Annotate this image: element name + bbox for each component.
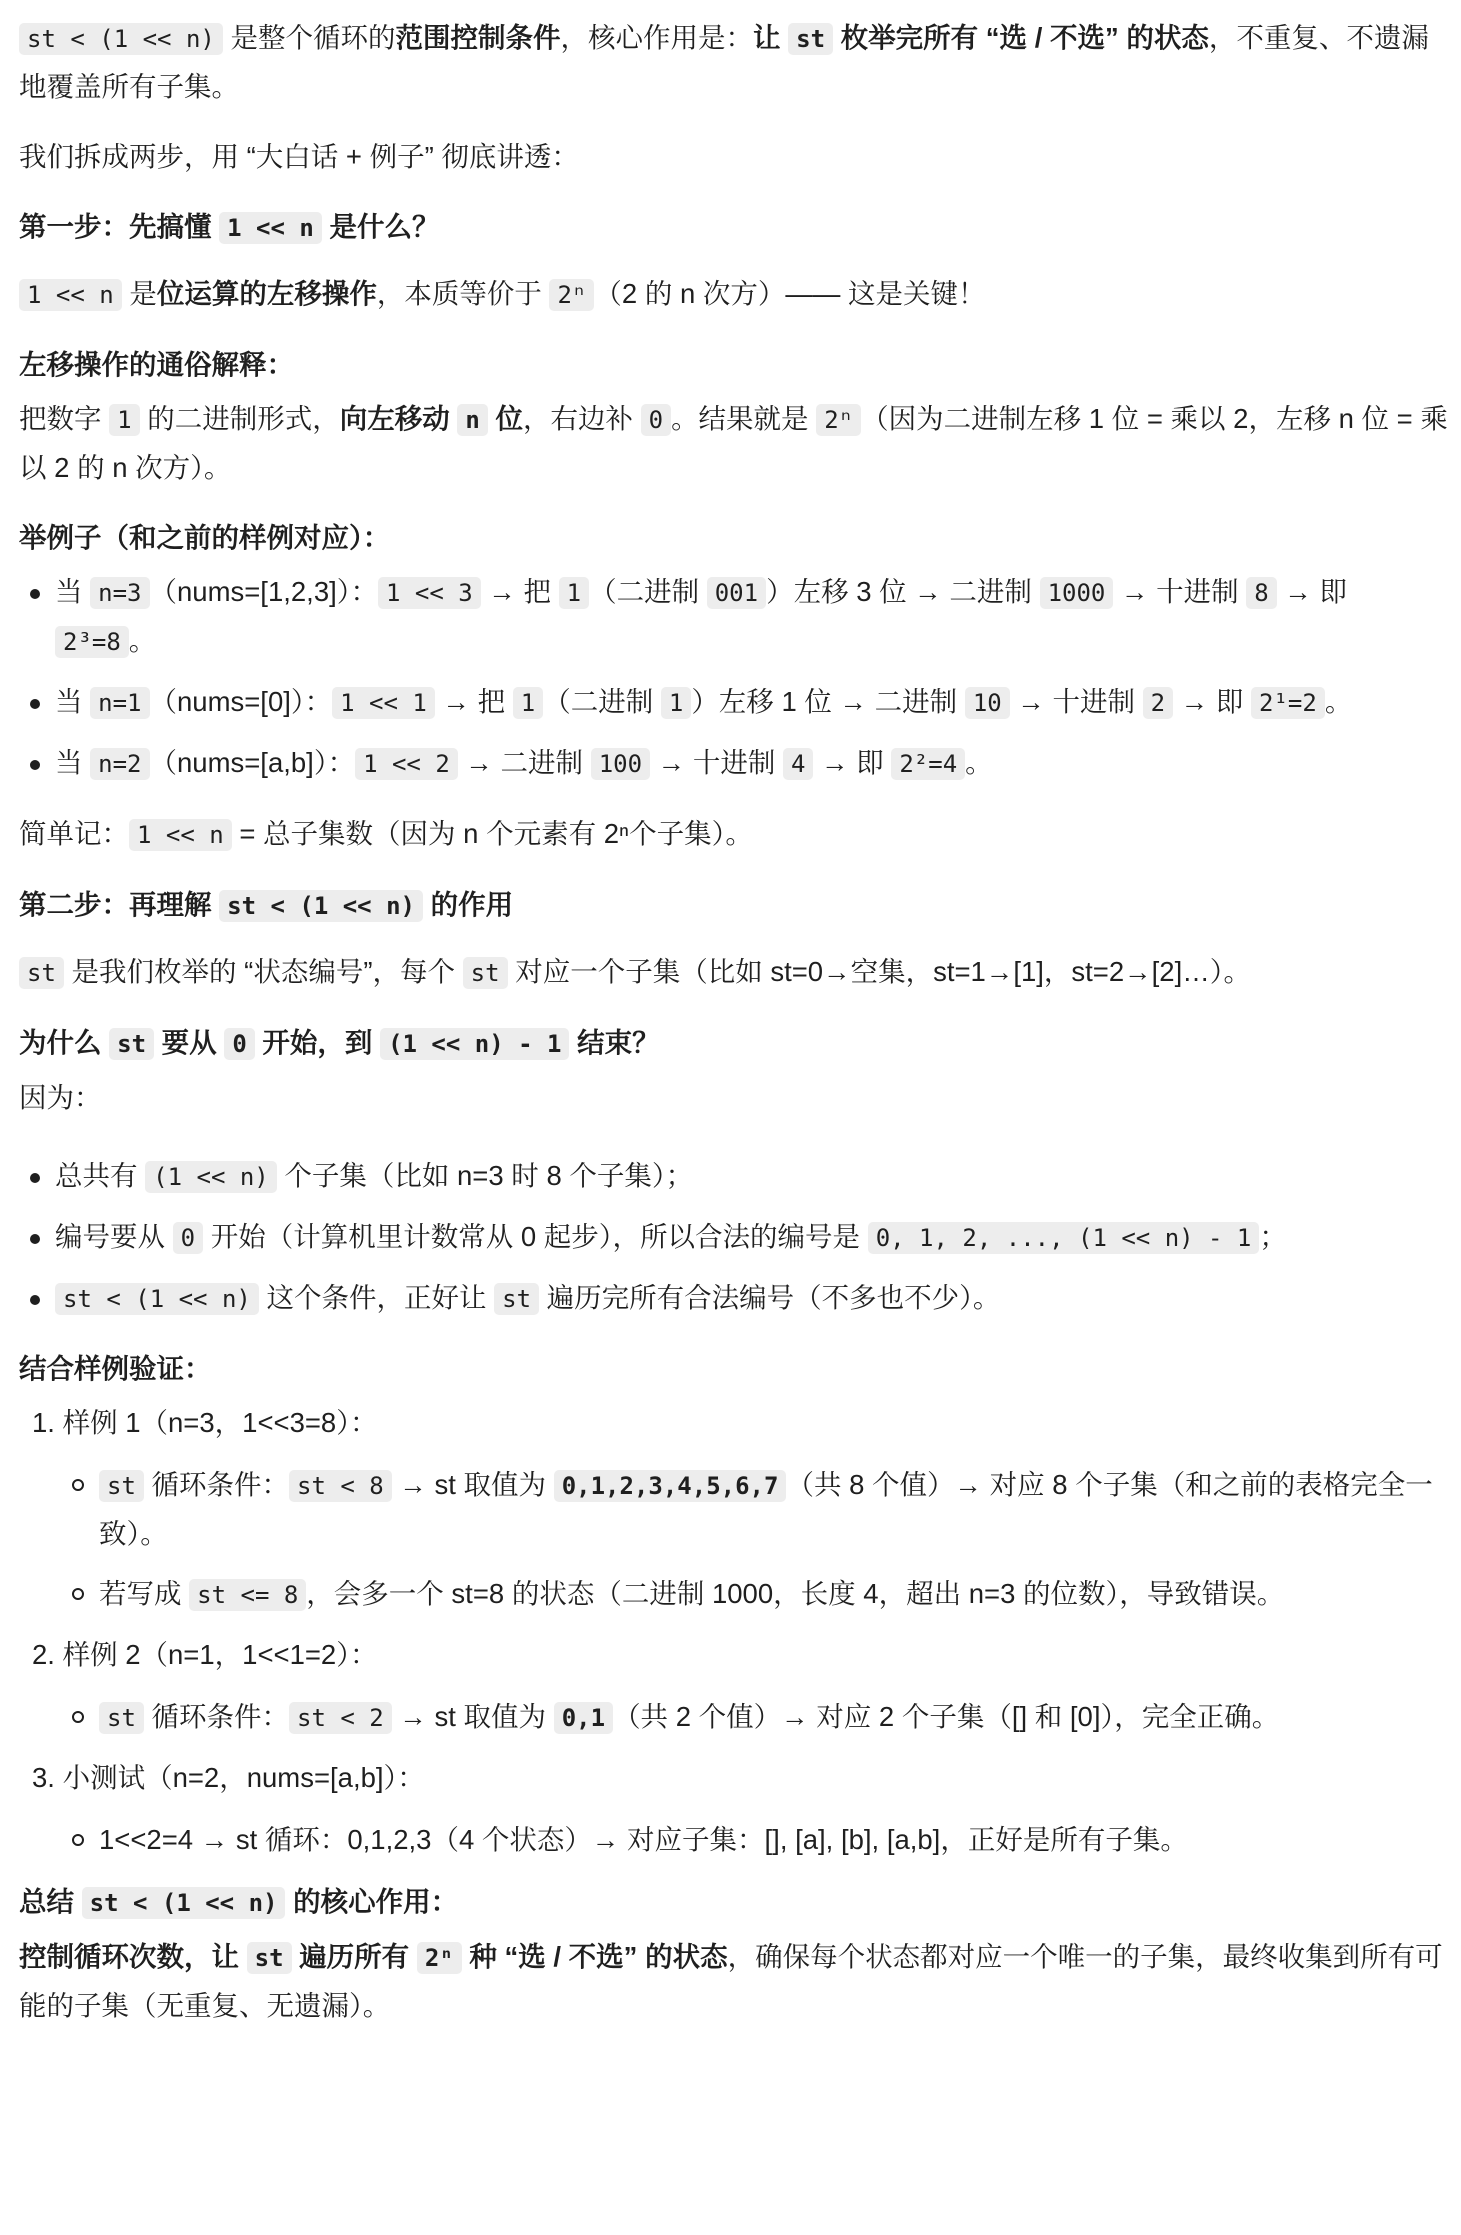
- sample-heading: 2. 样例 2（n=1，1<<1=2）：: [32, 1639, 378, 1670]
- summary-paragraph: 控制循环次数，让 st 遍历所有 2ⁿ 种 “选 / 不选” 的状态，确保每个状态都对应一个唯一的子集，最终收集到所有可能的子集（无重复、无遗漏）。: [19, 1941, 1443, 2021]
- subheading-verify: 结合样例验证：: [19, 1353, 212, 1384]
- inline-code: 1: [661, 687, 691, 719]
- inline-code: 1 << n: [219, 212, 322, 244]
- inline-code: 10: [965, 687, 1010, 719]
- list-item: 若写成 st <= 8 ，会多一个 st=8 的状态（二进制 1000，长度 4，超出 n=3 的位数），导致错误。: [99, 1570, 1451, 1619]
- list-item: 总共有 (1 << n) 个子集（比如 n=3 时 8 个子集）；: [55, 1152, 1451, 1201]
- inline-code: st: [788, 23, 833, 55]
- bold-text: 枚举完所有 “选 / 不选” 的状态: [833, 22, 1209, 53]
- inline-code: st <= 8: [189, 1579, 306, 1611]
- inline-code: st < 8: [289, 1470, 392, 1502]
- sample-heading: 1. 样例 1（n=3，1<<3=8）：: [32, 1407, 378, 1438]
- list-item: 编号要从 0 开始（计算机里计数常从 0 起步），所以合法的编号是 0, 1, 2, ..., (1 << n) - 1 ；: [55, 1213, 1451, 1262]
- bold-text: 范围控制条件: [395, 22, 561, 53]
- inline-code: 1: [513, 687, 543, 719]
- inline-code: 4: [783, 748, 813, 780]
- list-item: 1<<2=4 → st 循环：0,1,2,3（4 个状态）→ 对应子集：[], [a], [b], [a,b]，正好是所有子集。: [99, 1816, 1451, 1864]
- inline-code: st < (1 << n): [82, 1887, 286, 1919]
- inline-code: st: [494, 1283, 539, 1315]
- inline-code: 2¹=2: [1251, 687, 1325, 719]
- list-item: st 循环条件： st < 2 → st 取值为 0,1 （共 2 个值）→ 对应 2 个子集（[] 和 [0]），完全正确。: [99, 1693, 1451, 1742]
- text: ，核心作用是：: [560, 22, 753, 53]
- reasons-list: [19, 1152, 1451, 1323]
- intro-paragraph-2: 我们拆成两步，用 “大白话 + 例子” 彻底讲透：: [19, 141, 579, 172]
- inline-code: 1: [559, 577, 589, 609]
- bold-text: 位运算的左移操作: [156, 278, 377, 309]
- step1-paragraph: 1 << n 是位运算的左移操作，本质等价于 2ⁿ （2 的 n 次方）—— 这是关键！: [19, 270, 1451, 319]
- text: 是整个循环的: [222, 22, 396, 53]
- inline-code: 1 << 2: [355, 748, 458, 780]
- list-item: 当 n=3 （nums=[1,2,3]）： 1 << 3 → 把 1 （二进制 001 ）左移 3 位 → 二进制 1000 → 十进制 8 → 即 2³=8 。: [55, 568, 1451, 666]
- subheading-why: 为什么 st 要从 0 开始，到 (1 << n) - 1 结束？: [19, 1027, 660, 1058]
- inline-code: n: [457, 404, 487, 436]
- inline-code: 0: [641, 404, 671, 436]
- inline-code: st < (1 << n): [219, 890, 423, 922]
- inline-code: st: [463, 957, 508, 989]
- sample-sublist: [19, 1816, 1451, 1864]
- sample-heading: 3. 小测试（n=2，nums=[a,b]）：: [32, 1762, 425, 1793]
- inline-code: 1 << n: [129, 819, 232, 851]
- sample-sublist: [19, 1693, 1451, 1742]
- inline-code: (1 << n): [145, 1161, 277, 1193]
- inline-code: 8: [1246, 577, 1276, 609]
- inline-code: 0: [224, 1028, 254, 1060]
- text: ，不重复、不遗漏地覆盖所有子集。: [19, 22, 1429, 102]
- inline-code: 2ⁿ: [417, 1942, 462, 1974]
- bold-text: 控制循环次数，让 st 遍历所有 2ⁿ 种 “选 / 不选” 的状态: [19, 1941, 728, 1972]
- subheading-shift-explain: 左移操作的通俗解释：: [19, 349, 294, 380]
- inline-code: 001: [707, 577, 766, 609]
- inline-code: 1 << 3: [378, 577, 481, 609]
- step2-paragraph: st 是我们枚举的 “状态编号”，每个 st 对应一个子集（比如 st=0→空集，st=1→[1]，st=2→[2]…）。: [19, 948, 1451, 997]
- list-item: [19, 1754, 1451, 1864]
- inline-code: st: [19, 957, 64, 989]
- inline-code: 2ⁿ: [549, 279, 594, 311]
- inline-code: 1 << 1: [332, 687, 435, 719]
- section-heading-step2: 第二步：再理解 st < (1 << n) 的作用: [19, 889, 514, 920]
- shift-explain-paragraph: 把数字 1 的二进制形式，向左移动 n 位，右边补 0 。结果就是 2ⁿ （因为二进制左移 1 位 = 乘以 2，左移 n 位 = 乘以 2 的 n 次方）。: [19, 403, 1448, 483]
- intro-paragraph: [19, 14, 1451, 111]
- list-item: st < (1 << n) 这个条件，正好让 st 遍历完所有合法编号（不多也不少）。: [55, 1274, 1451, 1323]
- bold-text: 让: [752, 22, 789, 53]
- inline-code: st: [247, 1942, 292, 1974]
- list-item: [19, 1399, 1451, 1619]
- list-item: st 循环条件： st < 8 → st 取值为 0,1,2,3,4,5,6,7 （共 8 个值）→ 对应 8 个子集（和之前的表格完全一致）。: [99, 1461, 1451, 1558]
- sample-sublist: [19, 1461, 1451, 1619]
- inline-code: st < 2: [289, 1702, 392, 1734]
- examples-list: [19, 568, 1451, 788]
- inline-code: 0: [173, 1222, 203, 1254]
- inline-code: 1: [109, 404, 139, 436]
- subheading-examples: 举例子（和之前的样例对应）：: [19, 522, 391, 553]
- inline-code: 2²=4: [891, 748, 965, 780]
- inline-code: st: [99, 1470, 144, 1502]
- inline-code: 0,1,2,3,4,5,6,7: [554, 1470, 787, 1502]
- because-text: 因为：: [19, 1082, 102, 1113]
- inline-code: 0,1: [554, 1702, 613, 1734]
- list-item: [19, 1631, 1451, 1742]
- inline-code: st < (1 << n): [19, 23, 223, 55]
- list-item: 当 n=2 （nums=[a,b]）： 1 << 2 → 二进制 100 → 十进制 4 → 即 2²=4 。: [55, 739, 1451, 788]
- inline-code: 0, 1, 2, ..., (1 << n) - 1: [868, 1222, 1260, 1254]
- inline-code: 2ⁿ: [816, 404, 861, 436]
- inline-code: n=2: [90, 748, 149, 780]
- inline-code: n=1: [90, 687, 149, 719]
- samples-list: [19, 1399, 1451, 1864]
- bold-text: 向左移动 n 位: [339, 403, 523, 434]
- inline-code: n=3: [90, 577, 149, 609]
- memo-paragraph: 简单记： 1 << n = 总子集数（因为 n 个元素有 2ⁿ个子集）。: [19, 818, 753, 849]
- inline-code: 2: [1143, 687, 1173, 719]
- section-heading-summary: 总结 st < (1 << n) 的核心作用：: [19, 1886, 459, 1917]
- inline-code: st: [99, 1702, 144, 1734]
- inline-code: (1 << n) - 1: [380, 1028, 569, 1060]
- section-heading-step1: 第一步：先搞懂 1 << n 是什么？: [19, 211, 440, 242]
- inline-code: st < (1 << n): [55, 1283, 259, 1315]
- list-item: 当 n=1 （nums=[0]）： 1 << 1 → 把 1 （二进制 1 ）左移 1 位 → 二进制 10 → 十进制 2 → 即 2¹=2 。: [55, 678, 1451, 727]
- inline-code: 2³=8: [55, 626, 129, 658]
- inline-code: 1 << n: [19, 279, 122, 311]
- inline-code: 1000: [1040, 577, 1114, 609]
- inline-code: 100: [591, 748, 650, 780]
- inline-code: st: [109, 1028, 154, 1060]
